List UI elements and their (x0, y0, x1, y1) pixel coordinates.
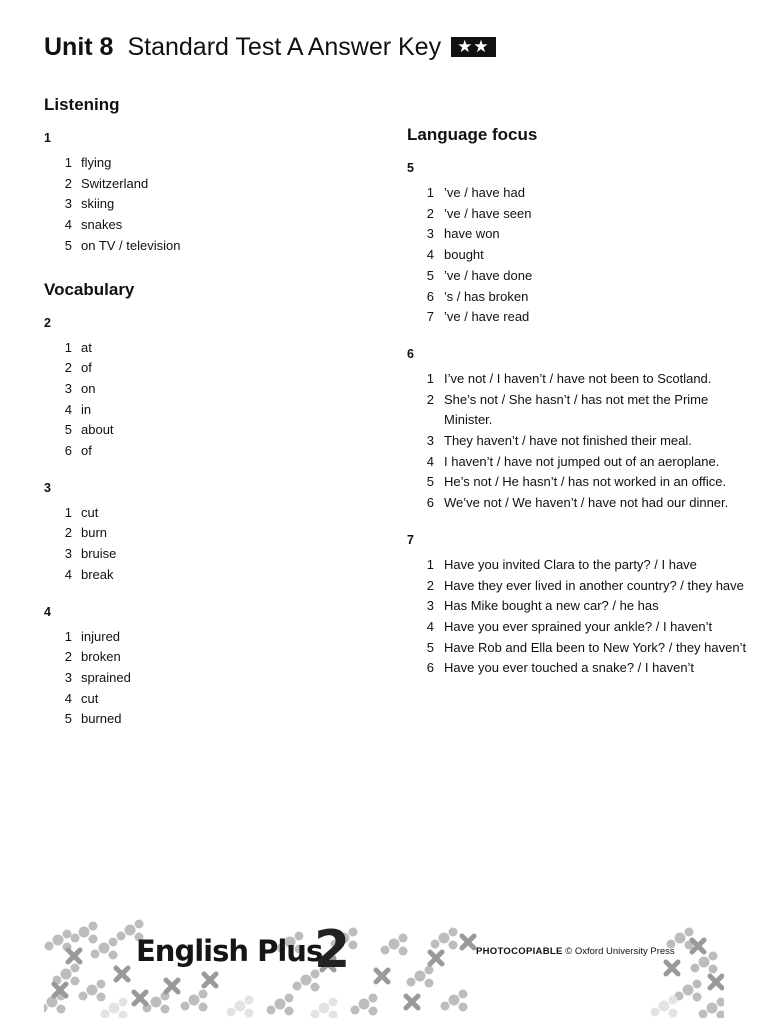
list-item: 2 Switzerland (64, 175, 149, 191)
list-item: 1 cut (64, 504, 99, 520)
list-item: 1 Have you invited Clara to the party? / I have (426, 556, 697, 572)
right-column (407, 124, 747, 679)
list-item: 5 on TV / television (64, 237, 181, 253)
language-focus-heading: Language focus (407, 125, 538, 144)
copyright-notice (476, 946, 675, 957)
list-item: 4 in (64, 401, 92, 417)
list-item: 5 about (64, 422, 114, 438)
decorative-pattern-icon (44, 918, 724, 1018)
list-item: 1 ’ve / have had (426, 185, 525, 200)
answer-list (407, 555, 747, 679)
page-title (44, 33, 496, 62)
brand-logo: English Plus (136, 934, 323, 968)
list-item: 1 I’ve not / I haven’t / have not been to Scotland. (426, 370, 712, 386)
list-item: 3 They haven’t / have not finished their meal. (426, 433, 692, 449)
exercise-number: 7 (407, 532, 414, 547)
list-item: 5 ’ve / have done (426, 267, 533, 283)
vocabulary-heading: Vocabulary (44, 279, 135, 299)
list-item: 3 on (64, 380, 96, 396)
list-item: 3 Has Mike bought a new car? / he has (426, 598, 659, 614)
list-item: 3 sprained (64, 669, 131, 685)
copyright-text: © Oxford University Press (565, 946, 675, 957)
list-item: 4 Have you ever sprained your ankle? / I haven’t (426, 618, 713, 634)
answer-list (407, 369, 747, 514)
answer-list (44, 503, 374, 586)
list-item: 4 snakes (64, 217, 123, 233)
photocopiable-label: PHOTOCOPIABLE (476, 946, 563, 957)
list-item: 2 of (64, 360, 92, 376)
list-item: 5 Have Rob and Ella been to New York? / they haven’t (426, 639, 747, 655)
list-item: 6 ’s / has broken (426, 288, 529, 304)
list-item: 1 flying (64, 155, 112, 170)
list-item: 3 bruise (64, 546, 117, 562)
list-item: 6 of (64, 443, 92, 459)
list-item: 1 injured (64, 628, 121, 644)
list-item: 2 She’s not / She hasn’t / has not met the Prime Minister. (426, 391, 709, 428)
listening-heading: Listening (44, 95, 120, 114)
list-item: 2 burn (64, 525, 108, 541)
list-item: 6 We’ve not / We haven’t / have not had our dinner. (426, 495, 729, 511)
left-column (44, 94, 374, 730)
list-item: 4 cut (64, 690, 99, 706)
list-item: 4 bought (426, 247, 484, 263)
exercise-number: 6 (407, 346, 414, 361)
unit-label: Unit 8 (44, 33, 114, 61)
list-item: 1 at (64, 339, 92, 355)
answer-list (44, 338, 374, 462)
exercise-number: 4 (44, 604, 51, 619)
brand-number: 2 (314, 920, 351, 980)
answer-list (44, 153, 374, 257)
exercise-number: 1 (44, 131, 51, 145)
title-text: Standard Test A Answer Key (127, 33, 442, 61)
footer-banner (44, 918, 724, 1018)
list-item: 2 Have they ever lived in another country? / they have (426, 577, 744, 593)
answer-list (44, 627, 374, 731)
list-item: 5 He’s not / He hasn’t / has not worked in an office. (426, 474, 727, 490)
difficulty-stars: ★★ (451, 37, 495, 57)
list-item: 2 ’ve / have seen (426, 205, 532, 221)
exercise-number: 2 (44, 315, 51, 330)
list-item: 5 burned (64, 711, 122, 727)
list-item: 2 broken (64, 649, 121, 665)
list-item: 3 have won (426, 226, 500, 242)
list-item: 4 I haven’t / have not jumped out of an aeroplane. (426, 453, 720, 469)
list-item: 4 break (64, 566, 114, 582)
list-item: 3 skiing (64, 196, 115, 212)
exercise-number: 3 (44, 480, 51, 495)
exercise-number: 5 (407, 161, 414, 175)
answer-list (407, 183, 747, 328)
list-item: 6 Have you ever touched a snake? / I haven’t (426, 660, 695, 676)
list-item: 7 ’ve / have read (426, 309, 530, 325)
